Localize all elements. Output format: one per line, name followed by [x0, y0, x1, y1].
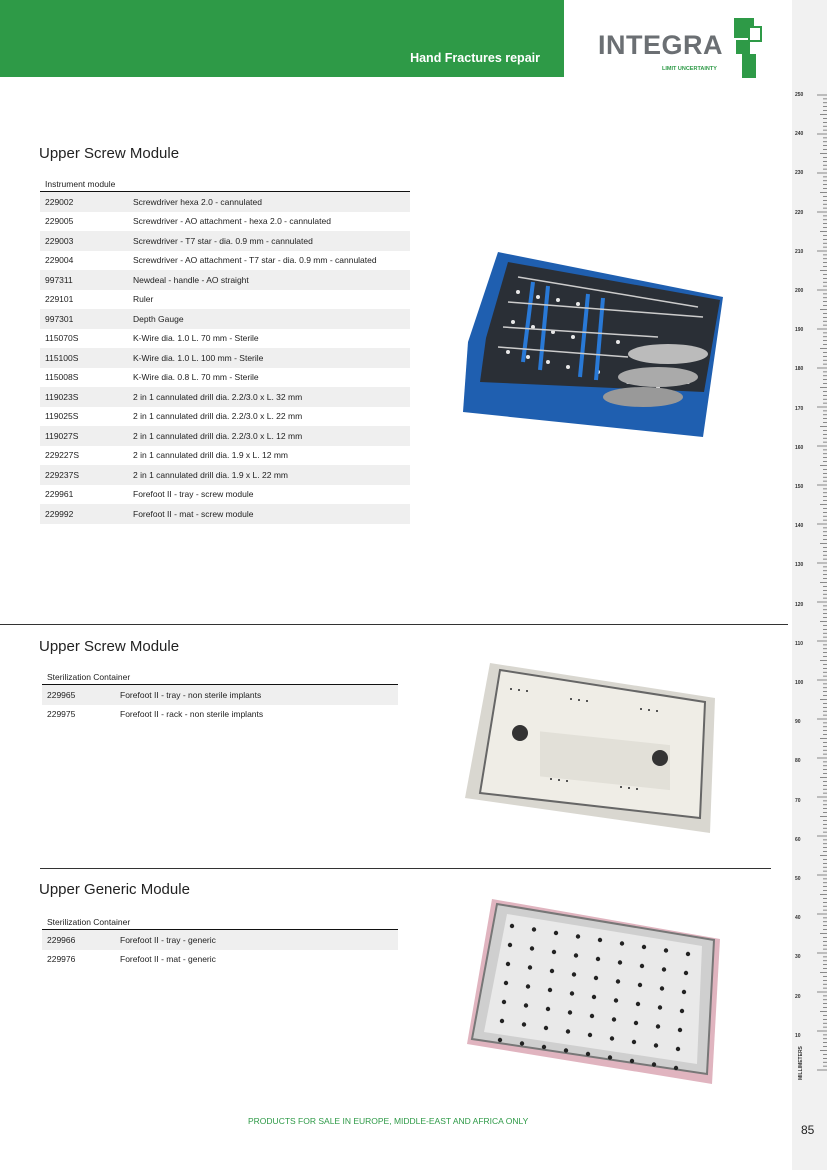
table-row	[40, 446, 410, 466]
item-code: 229227S	[45, 450, 80, 461]
table-row	[42, 950, 398, 970]
table-row	[40, 309, 410, 329]
table-row	[40, 465, 410, 485]
ruler-label: 190	[795, 327, 804, 334]
header-title: Hand Fractures repair	[410, 51, 540, 65]
item-description: Forefoot II - tray - screw module	[133, 489, 254, 500]
item-code: 115008S	[45, 372, 79, 383]
item-code: 229003	[45, 235, 74, 246]
item-code: 119023S	[45, 391, 79, 402]
item-code: 229975	[47, 709, 76, 720]
ruler-label: 50	[795, 876, 801, 882]
ruler-label: 30	[795, 954, 801, 961]
item-description: Screwdriver - AO attachment - hexa 2.0 - cannulated	[133, 216, 331, 227]
table-row	[40, 212, 410, 232]
table-row	[40, 504, 410, 524]
ruler-unit: MILLIMETERS	[798, 1046, 804, 1080]
logo-square	[742, 54, 756, 78]
ruler-label: 10	[795, 1032, 801, 1039]
item-description: Newdeal - handle - AO straight	[133, 274, 249, 285]
item-code: 229002	[45, 196, 74, 207]
ruler-label: 100	[795, 680, 804, 686]
table-row	[40, 231, 410, 251]
generic-table	[42, 917, 398, 969]
ruler-label: 250	[795, 92, 804, 98]
ruler-label: 120	[795, 601, 804, 608]
ruler-label: 170	[795, 405, 804, 412]
ruler-label: 240	[795, 131, 804, 138]
item-code: 115070S	[45, 333, 79, 344]
item-code: 229004	[45, 255, 74, 266]
table-header: Sterilization Container	[42, 917, 398, 930]
integra-logo	[598, 18, 768, 78]
table-row	[40, 348, 410, 368]
ruler-label: 70	[795, 797, 801, 804]
table-row	[40, 426, 410, 446]
logo-square	[748, 26, 762, 42]
implant-rack-image	[460, 658, 725, 848]
table-row	[42, 705, 398, 725]
item-description: 2 in 1 cannulated drill dia. 2.2/3.0 x L. 32 mm	[133, 391, 303, 402]
item-code: 229966	[47, 934, 76, 945]
table-row	[40, 192, 410, 212]
instrument-tray-image	[458, 242, 726, 442]
ruler-label: 180	[795, 366, 804, 373]
section-divider	[40, 868, 771, 869]
item-code: 229005	[45, 216, 74, 227]
section-title: Upper Screw Module	[39, 145, 180, 162]
sterilization-table	[42, 672, 398, 724]
item-code: 229101	[45, 294, 74, 305]
item-description: Screwdriver hexa 2.0 - cannulated	[133, 196, 262, 207]
table-row	[42, 930, 398, 950]
ruler-label: 130	[795, 562, 804, 569]
millimeter-ruler	[792, 0, 827, 1170]
item-description: K-Wire dia. 0.8 L. 70 mm - Sterile	[133, 372, 259, 383]
table-row	[40, 407, 410, 427]
logo-square	[736, 40, 750, 54]
footer-notice: PRODUCTS FOR SALE IN EUROPE, MIDDLE-EAST AND AFRICA ONLY	[248, 1116, 529, 1126]
item-code: 229976	[47, 954, 76, 965]
table-row	[40, 485, 410, 505]
table-row	[40, 290, 410, 310]
page-number: 85	[801, 1123, 815, 1137]
table-row	[42, 685, 398, 705]
item-code: 229961	[45, 489, 74, 500]
ruler-label: 80	[795, 758, 801, 765]
item-code: 115100S	[45, 352, 79, 363]
section-title: Upper Screw Module	[39, 638, 180, 655]
ruler-label: 40	[795, 915, 801, 922]
item-code: 229965	[47, 689, 76, 700]
header-banner	[0, 0, 564, 77]
table-header: Instrument module	[40, 179, 410, 192]
ruler-label: 220	[795, 209, 804, 216]
logo-tagline: LIMIT UNCERTAINTY	[662, 66, 717, 72]
ruler-label: 140	[795, 523, 804, 530]
item-description: Ruler	[133, 294, 154, 305]
item-description: Forefoot II - tray - generic	[120, 934, 216, 945]
ruler-label: 20	[795, 993, 801, 1000]
ruler-label: 150	[795, 484, 804, 490]
item-description: Forefoot II - mat - screw module	[133, 508, 254, 519]
item-description: 2 in 1 cannulated drill dia. 1.9 x L. 12 mm	[133, 450, 288, 461]
ruler-label: 200	[795, 288, 804, 294]
item-description: 2 in 1 cannulated drill dia. 2.2/3.0 x L. 22 mm	[133, 411, 303, 422]
item-description: Forefoot II - mat - generic	[120, 954, 216, 965]
item-description: Screwdriver - T7 star - dia. 0.9 mm - cannulated	[133, 235, 313, 246]
item-description: K-Wire dia. 1.0 L. 100 mm - Sterile	[133, 352, 264, 363]
ruler-label: 90	[795, 719, 801, 726]
logo-text: INTEGRA	[598, 30, 723, 60]
item-description: Forefoot II - rack - non sterile implants	[120, 709, 264, 720]
instrument-table	[40, 179, 410, 524]
table-row	[40, 329, 410, 349]
item-description: Screwdriver - AO attachment - T7 star - dia. 0.9 mm - cannulated	[133, 255, 377, 266]
ruler-label: 110	[795, 640, 804, 647]
table-row	[40, 387, 410, 407]
section-title: Upper Generic Module	[39, 881, 190, 898]
item-code: 997311	[45, 274, 73, 285]
table-header: Sterilization Container	[42, 672, 398, 685]
item-code: 229992	[45, 508, 74, 519]
table-row	[40, 368, 410, 388]
table-row	[40, 251, 410, 271]
item-description: K-Wire dia. 1.0 L. 70 mm - Sterile	[133, 333, 259, 344]
ruler-label: 60	[795, 836, 801, 843]
generic-tray-image	[462, 894, 727, 1089]
item-description: Forefoot II - tray - non sterile implants	[120, 689, 262, 700]
ruler-label: 160	[795, 444, 804, 451]
item-description: 2 in 1 cannulated drill dia. 1.9 x L. 22 mm	[133, 469, 288, 480]
item-description: 2 in 1 cannulated drill dia. 2.2/3.0 x L. 12 mm	[133, 430, 303, 441]
ruler-label: 210	[795, 248, 804, 255]
item-code: 229237S	[45, 469, 80, 480]
item-code: 119025S	[45, 411, 79, 422]
table-row	[40, 270, 410, 290]
item-code: 997301	[45, 313, 74, 324]
item-description: Depth Gauge	[133, 313, 184, 324]
section-divider	[0, 624, 788, 625]
ruler-label: 230	[795, 170, 804, 177]
item-code: 119027S	[45, 430, 79, 441]
